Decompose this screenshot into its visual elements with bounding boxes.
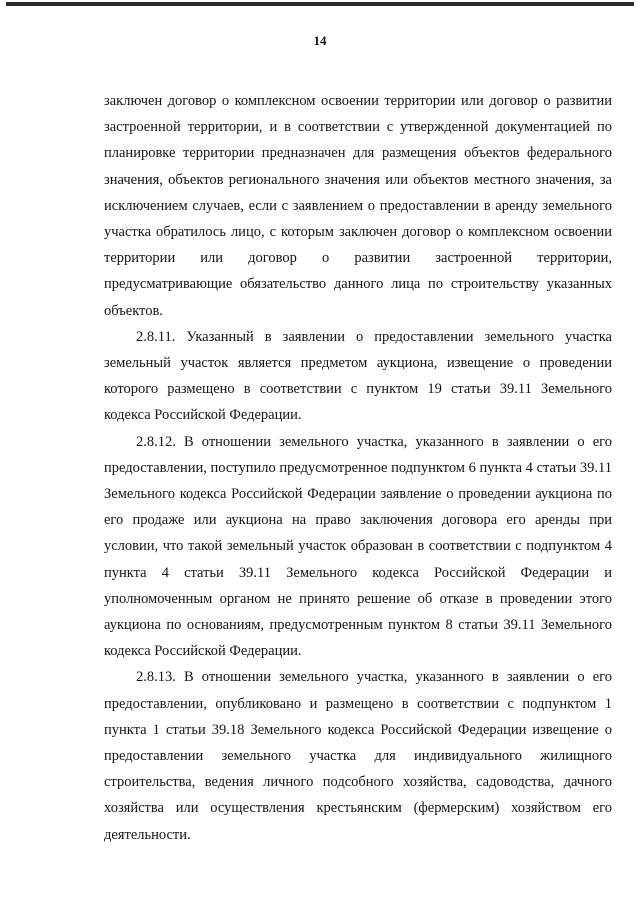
document-body (104, 88, 612, 848)
paragraph-continuation: заключен договор о комплексном освоении территории или договор о развитии застроенной территории, и в соответствии с утвержденной документацией по планировке территории предназначен для размещения объектов федерального значения, объектов регионального значения или объектов местного значения, за исключением случаев, если с заявлением о предоставлении в аренду земельного участка обратилось лицо, с которым заключен договор о комплексном освоении территории или договор о развитии застроенной территории, предусматривающие обязательство данного лица по строительству указанных объектов. (104, 93, 612, 319)
page-number: 14 (313, 33, 327, 48)
paragraph-2-8-12: 2.8.12. В отношении земельного участка, указанного в заявлении о его предоставлении, поступило предусмотренное подпунктом 6 пункта 4 статьи 39.11 Земельного кодекса Российской Федерации заявление о проведении аукциона по его продаже или аукциона на право заключения договора его аренды при условии, что такой земельный участок образован в соответствии с подпунктом 4 пункта 4 статьи 39.11 Земельного кодекса Российской Федерации и уполномоченным органом не принято решение об отказе в проведении этого аукциона по основаниям, предусмотренным пунктом 8 статьи 39.11 Земельного кодекса Российской Федерации. (104, 433, 612, 660)
top-border-line (6, 2, 634, 6)
paragraph-2-8-13: 2.8.13. В отношении земельного участка, указанного в заявлении о его предоставлении, опубликовано и размещено в соответствии с подпунктом 1 пункта 1 статьи 39.18 Земельного кодекса Российской Федерации извещение о предоставлении земельного участка для индивидуального жилищного строительства, ведения личного подсобного хозяйства, садоводства, дачного хозяйства или осуществления крестьянским (фермерским) хозяйством его деятельности. (104, 669, 612, 843)
paragraph-2-8-11: 2.8.11. Указанный в заявлении о предоставлении земельного участка земельный участок является предметом аукциона, извещение о проведении которого размещено в соответствии с пунктом 19 статьи 39.11 Земельного кодекса Российской Федерации. (104, 328, 612, 424)
